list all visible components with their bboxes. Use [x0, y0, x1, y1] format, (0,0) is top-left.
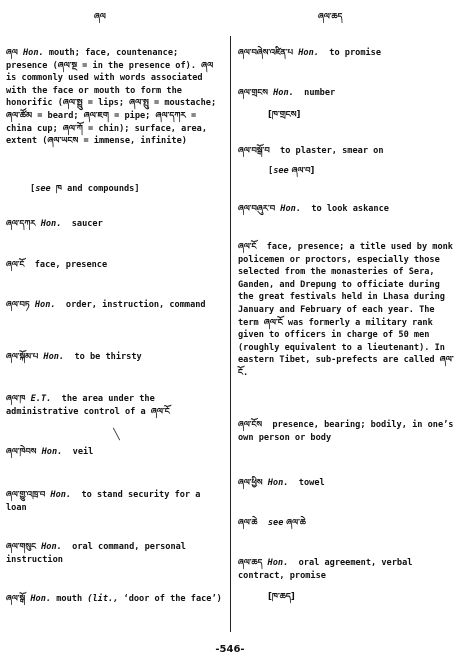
page-header-right: ཞལ་ཆད	[318, 11, 343, 21]
entry-zhal-sgo: ཞལ་སྒོ Hon. mouth (lit., ‘door of the face’)	[6, 593, 222, 604]
stray-mark	[113, 428, 120, 441]
entry-zhal-chad: ཞལ་ཆད Hon. oral agreement, verbal contract, promise	[238, 557, 418, 581]
page-number: -546-	[215, 644, 245, 655]
entry-zhal-ngo-title: ཞལ་ངོ face, presence; a title used by monk policemen or proctors, especially those selected from the monasteries of Sera, Ganden, and Drepung to officiate during the great festivals held in Lhasa during January and February of each year. The term ཞལ་ངོ was formerly a military rank given to officers in charge of 50 men (roughly equivalent to a lieutenant). In eastern Tibet, sub-prefects are called ཞལ་ངོ.	[238, 241, 459, 378]
entry-zhal-grangs-bracket: [ཁ་གྲངས]	[268, 110, 301, 120]
entry-zhal-bsgo-bracket: [see ཞལ་བ]	[268, 165, 315, 176]
entry-zhal-kha: ཞལ་ཁ E.T. the area under the administrative control of a ཞལ་ངོ	[6, 393, 170, 417]
entry-zhal-bzhes: ཞལ་བཞེས་འཛིན་པ Hon. to promise	[238, 47, 382, 58]
entry-zhal-grangs: ཞལ་གྲངས Hon. number	[238, 87, 336, 98]
page-header-left: ཞལ	[94, 11, 106, 21]
column-divider	[230, 36, 231, 632]
entry-zhal-ta: ཞལ་བཏ Hon. order, instruction, command	[6, 299, 206, 310]
entry-zhal-bzhur: ཞལ་བཞུར་བ Hon. to look askance	[238, 203, 389, 214]
entry-zhal: ཞལ Hon. mouth; face, countenance; presence (ཞལ་སྔ = in the presence of). ཞལ is commonly used with words associated with the face or mouth to form the honorific (ཞལ་སྤྲུ = lips; ཞལ་སྤུ = moustache; ཞལ་ཚོམ = beard; ཞལ་ཇག = pipe; ཞལ་དཀར = china cup; ཞལ་ཀོ = chin); surface, area, extent (ཞལ་ཡངས = immense, infinite)	[6, 47, 222, 147]
entry-zhal-gyu: ཞལ་གྱུ་འཁྲ་བ Hon. to stand security for a loan	[6, 489, 206, 513]
entry-zhal-kar: ཞལ་དཀར Hon. saucer	[6, 218, 103, 229]
entry-zhal-gsung: ཞལ་གསུང Hon. oral command, personal instruction	[6, 541, 192, 565]
entry-zhal-che: ཞལ་ཆེ see ཞལ་ཆེ	[238, 517, 306, 528]
entry-zhal-bracket: [see ཁ and compounds]	[30, 184, 140, 194]
entry-zhal-skom: ཞལ་སྐོམ་པ Hon. to be thirsty	[6, 351, 142, 362]
entry-zhal-phyis: ཞལ་ཕྱིས Hon. towel	[238, 477, 325, 488]
entry-zhal-khebs: ཞལ་ཁེབས Hon. veil	[6, 446, 94, 457]
entry-zhal-ngos: ཞལ་ངོས presence, bearing; bodily, in one’s own person or body	[238, 419, 459, 443]
entry-zhal-bsgo: ཞལ་བསྒོ་བ to plaster, smear on	[238, 145, 384, 156]
entry-zhal-chad-bracket: [ཁ་ཆད]	[268, 592, 295, 602]
entry-zhal-ngo: ཞལ་ངོ face, presence	[6, 259, 108, 270]
